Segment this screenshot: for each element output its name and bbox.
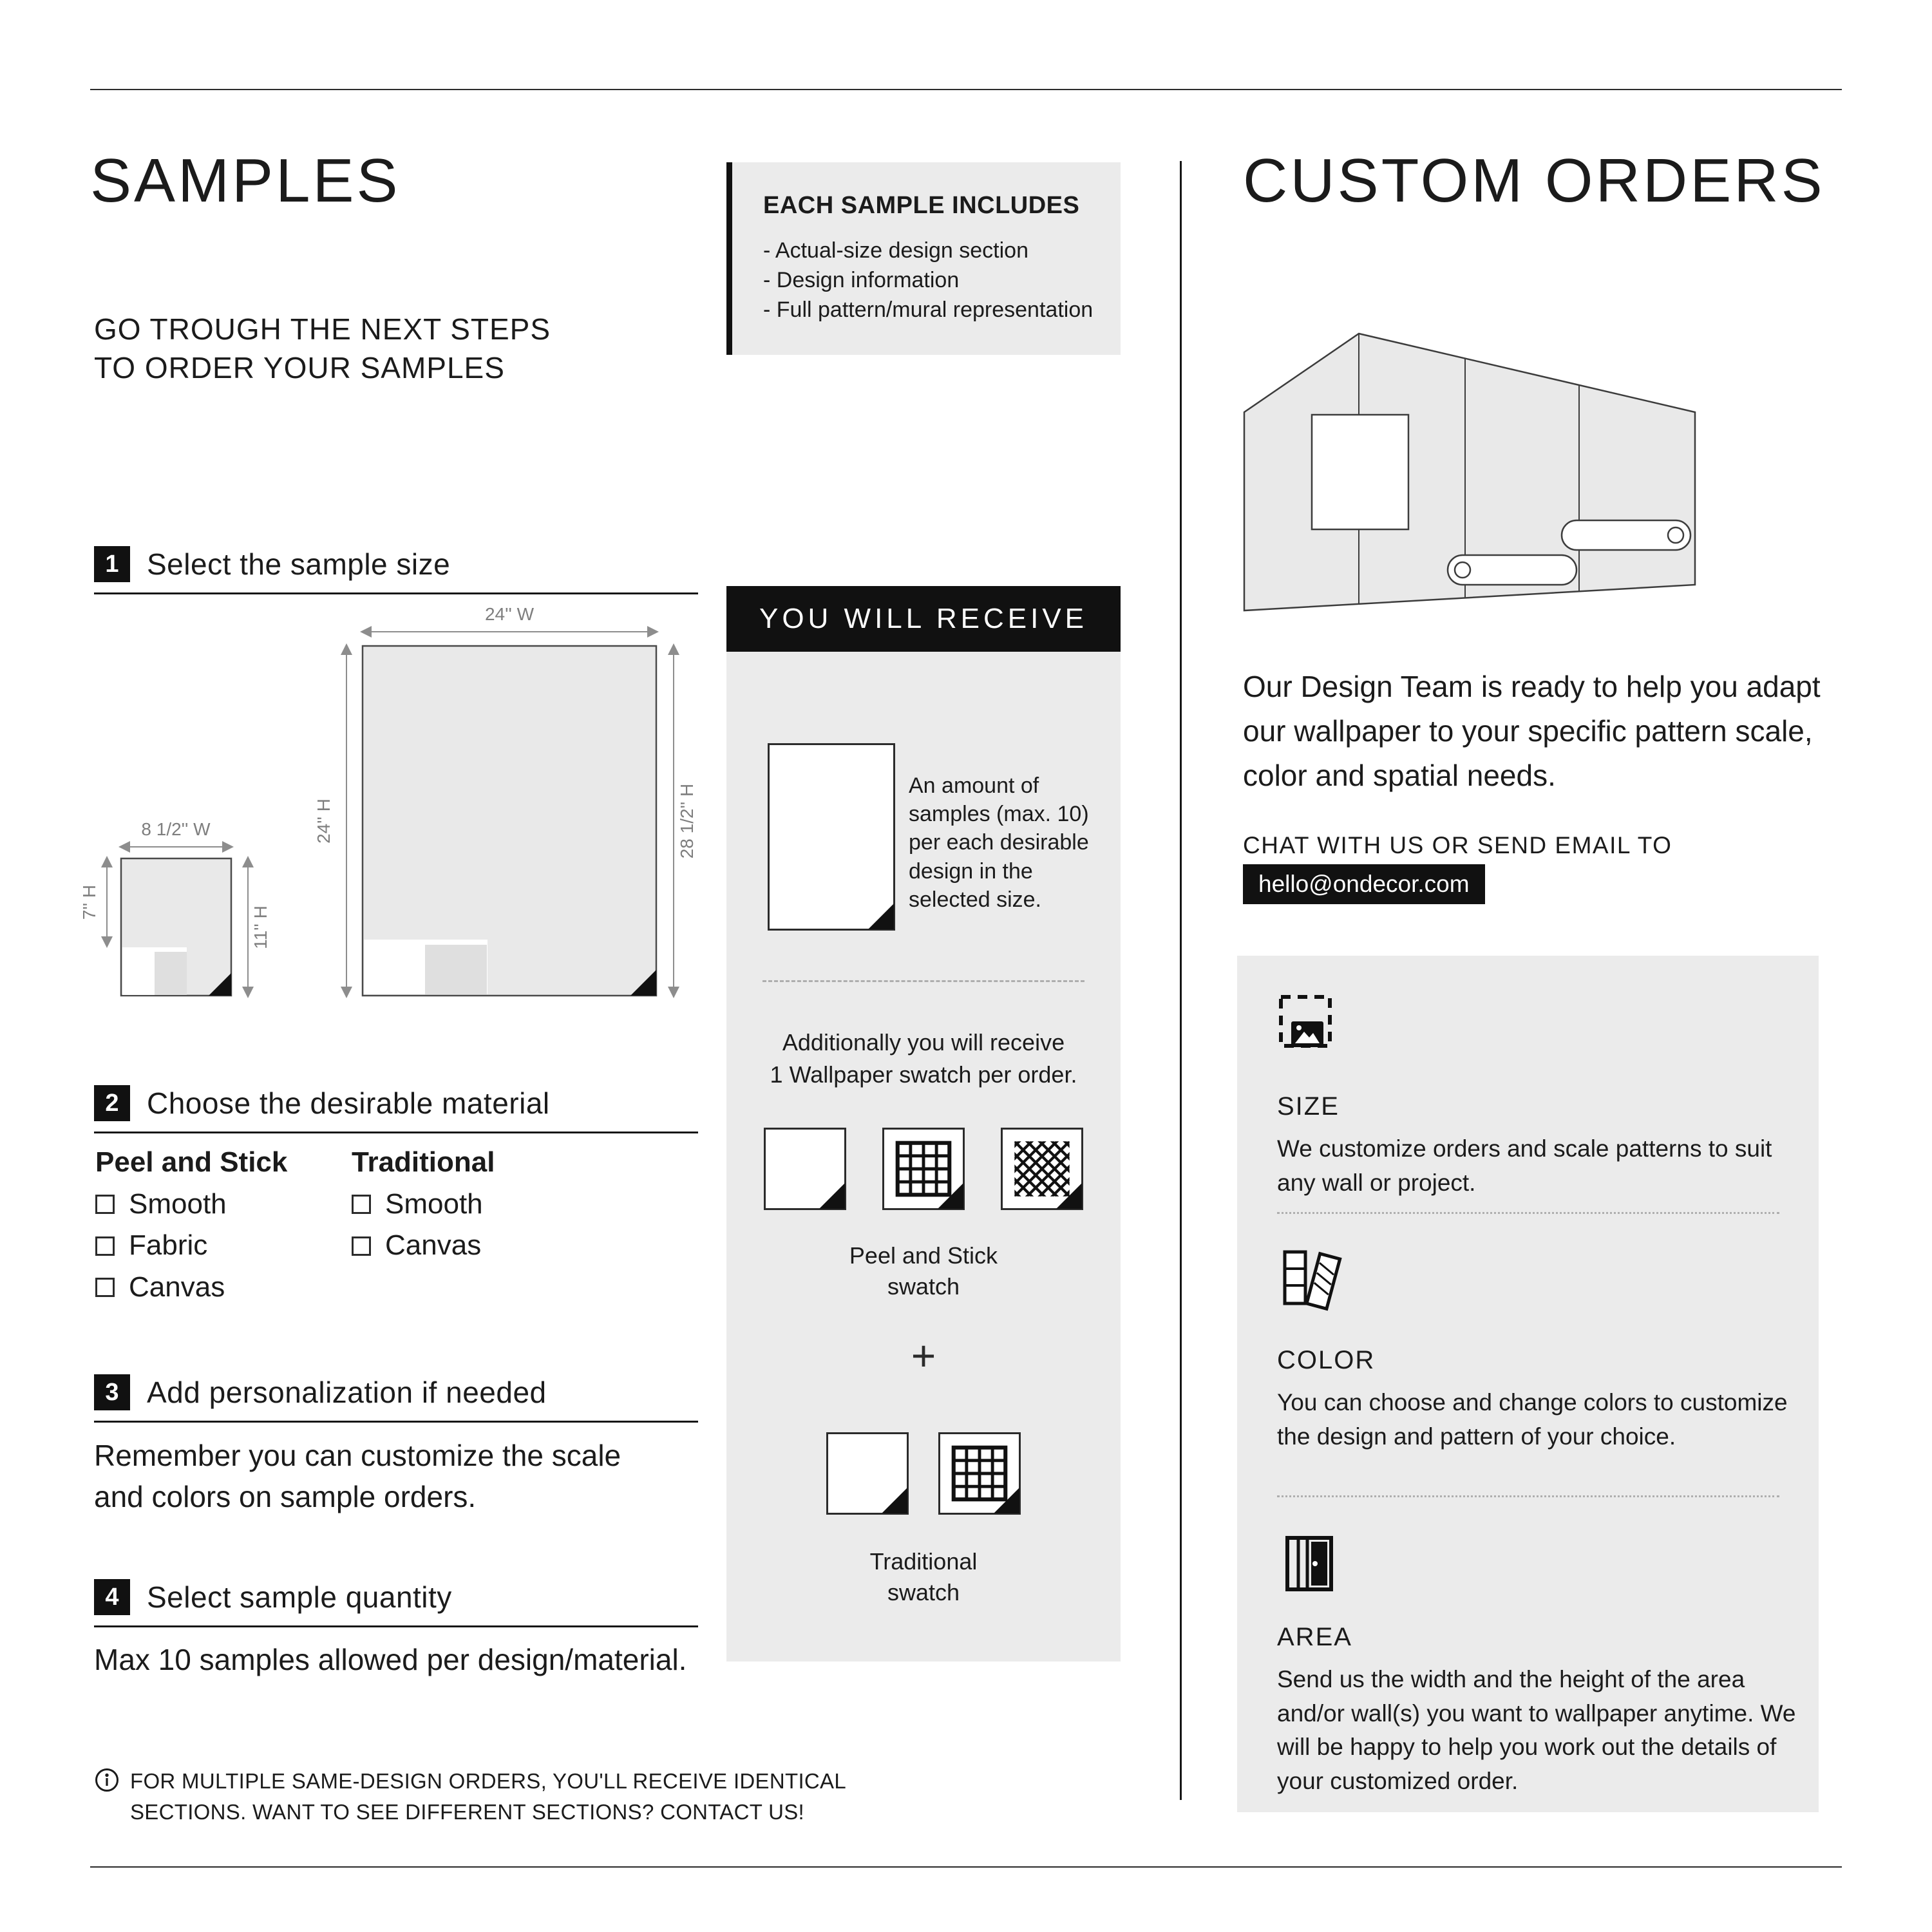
custom-orders-panel [1237,956,1819,1812]
samples-title: SAMPLES [90,146,401,215]
step-2-label: Choose the desirable material [147,1086,550,1120]
column-divider [1180,161,1182,1800]
peel-swatch-label [726,1240,1121,1302]
you-will-receive-header [726,586,1121,652]
step-3-number: 3 [94,1374,130,1410]
includes-item-1: - Actual-size design section [763,236,1095,266]
dotted-divider [1277,1495,1779,1497]
material-option-row [95,1272,287,1303]
size-text: We customize orders and scale patterns to suit any wall or project. [1277,1135,1772,1196]
additional-swatch-text [726,1027,1121,1092]
peel-swatch-row [726,1128,1121,1210]
bottom-divider [90,1866,1842,1868]
small-sheet-inset-swatch [155,952,187,995]
each-sample-includes-box [726,162,1121,355]
fold-corner-icon [868,904,894,929]
step-3-note-line2: and colors on sample orders. [94,1480,477,1514]
grid-swatch-icon [882,1128,965,1210]
material-option-row [95,1230,287,1261]
you-will-receive-title: YOU WILL RECEIVE [759,603,1088,634]
traditional-swatch-label [726,1546,1121,1607]
material-option-label: Canvas [129,1271,225,1303]
material-option-row [352,1189,495,1220]
material-option-row [352,1230,495,1261]
dotted-divider [1277,1212,1779,1214]
chat-label: CHAT WITH US OR SEND EMAIL TO [1243,832,1672,858]
additional-line1: Additionally you will receive [782,1029,1065,1056]
includes-item-3: - Full pattern/mural representation [763,296,1095,325]
area-text: Send us the width and the height of the area and/or wall(s) you want to wallpaper anytime. We will be happy to help you work out the details of your customized order. [1277,1666,1796,1794]
traditional-title: Traditional [352,1146,495,1178]
email-badge[interactable]: hello@ondecor.com [1243,864,1485,904]
step-1-number: 1 [94,546,130,582]
top-divider [90,89,1842,90]
footer-note-text [130,1766,846,1828]
small-height-right-label: 11'' H [251,905,270,949]
sample-frame [1312,415,1408,529]
color-heading: COLOR [1277,1346,1376,1374]
large-height-left-label: 24'' H [314,799,334,844]
includes-item-2: - Design information [763,266,1095,296]
traditional-options [352,1146,495,1262]
step-3-note-line1: Remember you can customize the scale [94,1439,621,1472]
fold-corner-icon [994,1488,1019,1513]
includes-title: EACH SAMPLE INCLUDES [763,192,1080,219]
area-door-icon [1277,1531,1341,1596]
plain-swatch-icon [826,1432,909,1515]
fold-corner-icon [882,1488,907,1513]
crosshatch-swatch-icon [1001,1128,1083,1210]
footer-note [94,1766,846,1828]
traditional-swatch-label-line1: Traditional [869,1548,978,1575]
traditional-smooth-checkbox[interactable] [352,1195,371,1214]
step-1 [94,546,698,594]
plus-sign: + [911,1332,936,1379]
large-width-label: 24'' W [484,604,535,624]
info-icon [94,1767,120,1793]
step-3 [94,1374,698,1423]
custom-orders-title: CUSTOM ORDERS [1243,146,1825,215]
peel-and-stick-title: Peel and Stick [95,1146,288,1178]
step-1-header [94,546,698,594]
color-text: You can choose and change colors to customize the design and pattern of your choice. [1277,1389,1788,1450]
additional-line2: 1 Wallpaper swatch per order. [770,1061,1077,1088]
step-3-label: Add personalization if needed [147,1376,547,1409]
custom-intro: Our Design Team is ready to help you adapt our wallpaper to your specific pattern scale, color and spatial needs. [1243,670,1821,792]
peel-fabric-checkbox[interactable] [95,1236,115,1256]
fold-corner-icon [819,1183,845,1209]
plain-swatch-icon [764,1128,846,1210]
sample-sheet-icon [768,743,895,931]
peel-smooth-checkbox[interactable] [95,1195,115,1214]
peel-swatch-label-line1: Peel and Stick [849,1242,998,1269]
step-1-label: Select the sample size [147,547,451,581]
size-selection-icon [1277,993,1341,1057]
samples-intro-line2: TO ORDER YOUR SAMPLES [94,350,505,384]
traditional-swatch-row [726,1432,1121,1515]
step-2-number: 2 [94,1085,130,1121]
material-option-label: Canvas [385,1229,482,1262]
small-height-left-label: 7'' H [79,884,99,920]
material-option-label: Fabric [129,1229,208,1262]
step-2-header [94,1085,698,1133]
sample-size-diagram [79,602,702,1008]
size-heading: SIZE [1277,1092,1340,1121]
step-2 [94,1085,698,1133]
large-height-right-label: 28 1/2'' H [677,783,697,859]
small-width-label: 8 1/2'' W [141,819,211,839]
peel-canvas-checkbox[interactable] [95,1278,115,1297]
step-4-label: Select sample quantity [147,1580,452,1614]
material-option-row [95,1189,287,1220]
step-3-note [94,1435,621,1518]
step-4-number: 4 [94,1579,130,1615]
traditional-swatch-label-line2: swatch [887,1578,960,1605]
you-will-receive-panel [726,652,1121,1662]
step-4 [94,1579,698,1627]
area-heading: AREA [1277,1623,1352,1651]
large-sheet-inset-swatch [425,945,487,994]
peel-and-stick-options [95,1146,287,1303]
peel-swatch-label-line2: swatch [887,1273,960,1300]
traditional-canvas-checkbox[interactable] [352,1236,371,1256]
fold-corner-icon [938,1183,963,1209]
fold-corner-icon [1056,1183,1082,1209]
samples-intro-line1: GO TROUGH THE NEXT STEPS [94,312,551,346]
step-4-note: Max 10 samples allowed per design/material. [94,1643,687,1676]
samples-amount-text: An amount of samples (max. 10) per each desirable design in the selected size. [909,773,1089,912]
wall-illustration [1243,330,1697,620]
material-option-label: Smooth [385,1188,483,1220]
step-4-header [94,1579,698,1627]
samples-intro [94,310,551,388]
grid-swatch-icon [938,1432,1021,1515]
dashed-divider [762,980,1084,982]
footer-note-line1: FOR MULTIPLE SAME-DESIGN ORDERS, YOU'LL RECEIVE IDENTICAL [130,1769,847,1793]
material-option-label: Smooth [129,1188,227,1220]
footer-note-line2: SECTIONS. WANT TO SEE DIFFERENT SECTIONS? CONTACT US! [130,1799,804,1824]
step-3-header [94,1374,698,1423]
color-swatches-icon [1277,1247,1341,1311]
